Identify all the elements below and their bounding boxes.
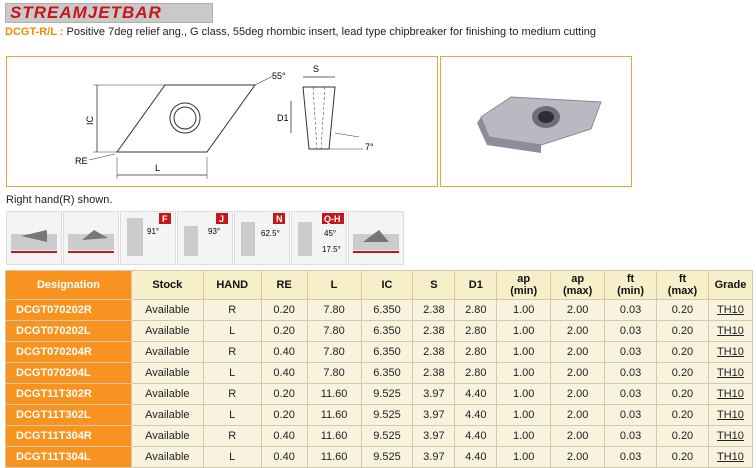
- table-cell: 11.60: [307, 384, 361, 405]
- grade-link-cell[interactable]: [708, 363, 752, 384]
- table-cell: R: [203, 342, 261, 363]
- table-cell: Available: [131, 447, 203, 468]
- application-icon-7: [348, 211, 404, 265]
- table-cell: 2.38: [413, 300, 455, 321]
- table-cell: 9.525: [361, 384, 413, 405]
- table-cell: Available: [131, 384, 203, 405]
- table-cell: 7.80: [307, 363, 361, 384]
- table-cell: 1.00: [497, 426, 551, 447]
- table-row: [6, 405, 753, 426]
- label-re: RE: [75, 156, 88, 166]
- grade-link-cell[interactable]: [708, 426, 752, 447]
- column-header: S: [413, 271, 455, 300]
- table-cell: L: [203, 363, 261, 384]
- insert-specs-table: [5, 270, 753, 468]
- table-cell: 11.60: [307, 405, 361, 426]
- table-cell: 9.525: [361, 426, 413, 447]
- column-header: ap (min): [497, 271, 551, 300]
- table-cell: R: [203, 300, 261, 321]
- table-cell: 3.97: [413, 447, 455, 468]
- grade-link-cell[interactable]: [708, 447, 752, 468]
- brand-logo: [5, 3, 213, 23]
- table-cell: 6.350: [361, 300, 413, 321]
- table-cell: 0.20: [657, 384, 709, 405]
- designation-cell: DCGT070204R: [6, 342, 132, 363]
- grade-link[interactable]: TH10: [717, 346, 744, 358]
- grade-link[interactable]: TH10: [717, 430, 744, 442]
- table-cell: 7.80: [307, 321, 361, 342]
- table-cell: 1.00: [497, 363, 551, 384]
- table-header-row: [6, 271, 753, 300]
- dimension-diagram: [6, 56, 438, 187]
- table-cell: 1.00: [497, 342, 551, 363]
- designation-cell: DCGT070202R: [6, 300, 132, 321]
- table-cell: R: [203, 426, 261, 447]
- table-cell: Available: [131, 321, 203, 342]
- angle-qh-2: 17.5°: [322, 245, 341, 254]
- table-cell: 2.00: [551, 426, 605, 447]
- product-code: DCGT-R/L :: [5, 26, 64, 38]
- column-header: Stock: [131, 271, 203, 300]
- table-cell: 7.80: [307, 342, 361, 363]
- label-d1: D1: [277, 113, 289, 123]
- column-header: D1: [455, 271, 497, 300]
- table-cell: 9.525: [361, 405, 413, 426]
- table-cell: 4.40: [455, 384, 497, 405]
- tag-j: J: [219, 214, 225, 224]
- grade-link-cell[interactable]: [708, 342, 752, 363]
- table-cell: 0.20: [261, 321, 307, 342]
- table-cell: 0.03: [605, 342, 657, 363]
- table-cell: 0.20: [657, 321, 709, 342]
- application-icon-qh: [291, 211, 347, 265]
- table-cell: 7.80: [307, 300, 361, 321]
- table-cell: 0.40: [261, 447, 307, 468]
- application-icon-f: [120, 211, 176, 265]
- tag-f: F: [162, 214, 168, 224]
- designation-cell: DCGT070202L: [6, 321, 132, 342]
- table-cell: 4.40: [455, 426, 497, 447]
- grade-link[interactable]: TH10: [717, 304, 744, 316]
- label-angle-top: 55°: [272, 71, 286, 81]
- application-icon-n: [234, 211, 290, 265]
- table-cell: L: [203, 321, 261, 342]
- grade-link[interactable]: TH10: [717, 325, 744, 337]
- table-cell: 1.00: [497, 300, 551, 321]
- table-cell: 2.00: [551, 321, 605, 342]
- table-cell: 3.97: [413, 384, 455, 405]
- table-cell: Available: [131, 363, 203, 384]
- description-text: Positive 7deg relief ang., G class, 55deg rhombic insert, lead type chipbreaker for finishing to medium cutting: [66, 26, 597, 38]
- table-row: [6, 426, 753, 447]
- angle-j: 93°: [208, 227, 221, 236]
- table-cell: 0.03: [605, 300, 657, 321]
- table-cell: 2.00: [551, 300, 605, 321]
- angle-n: 62.5°: [261, 229, 280, 238]
- table-cell: 2.38: [413, 321, 455, 342]
- designation-cell: DCGT11T304L: [6, 447, 132, 468]
- table-cell: 4.40: [455, 405, 497, 426]
- table-cell: 0.20: [657, 447, 709, 468]
- table-row: [6, 363, 753, 384]
- table-cell: 2.00: [551, 363, 605, 384]
- insert-drawing: [7, 57, 437, 186]
- column-header: Designation: [6, 271, 132, 300]
- designation-cell: DCGT11T302R: [6, 384, 132, 405]
- table-cell: 0.03: [605, 447, 657, 468]
- table-cell: 3.97: [413, 405, 455, 426]
- grade-link[interactable]: TH10: [717, 388, 744, 400]
- table-cell: 0.40: [261, 426, 307, 447]
- table-cell: 4.40: [455, 447, 497, 468]
- tag-qh: Q-H: [324, 214, 341, 224]
- column-header: HAND: [203, 271, 261, 300]
- table-cell: 0.03: [605, 321, 657, 342]
- table-cell: 0.03: [605, 363, 657, 384]
- grade-link[interactable]: TH10: [717, 367, 744, 379]
- logo-text: STREAMJETBAR: [10, 3, 162, 22]
- column-header: ap (max): [551, 271, 605, 300]
- table-cell: L: [203, 447, 261, 468]
- table-cell: 2.00: [551, 447, 605, 468]
- designation-cell: DCGT11T304R: [6, 426, 132, 447]
- application-icon-1: [6, 211, 62, 265]
- table-cell: 2.38: [413, 342, 455, 363]
- table-cell: Available: [131, 405, 203, 426]
- hand-note: Right hand(R) shown.: [6, 194, 113, 206]
- table-row: [6, 447, 753, 468]
- label-s: S: [313, 64, 320, 74]
- designation-cell: DCGT11T302L: [6, 405, 132, 426]
- table-cell: 0.20: [261, 300, 307, 321]
- label-ic: IC: [85, 116, 95, 125]
- application-icon-j: [177, 211, 233, 265]
- angle-f: 91°: [147, 227, 160, 236]
- table-cell: 0.20: [261, 405, 307, 426]
- product-description: [5, 26, 625, 39]
- table-cell: 2.38: [413, 363, 455, 384]
- insert-photo: [440, 56, 632, 187]
- application-icon-2: [63, 211, 119, 265]
- table-cell: 1.00: [497, 321, 551, 342]
- table-cell: 0.40: [261, 342, 307, 363]
- table-cell: Available: [131, 426, 203, 447]
- table-cell: 1.00: [497, 405, 551, 426]
- grade-link[interactable]: TH10: [717, 409, 744, 421]
- table-cell: Available: [131, 300, 203, 321]
- column-header: RE: [261, 271, 307, 300]
- table-cell: 6.350: [361, 342, 413, 363]
- table-cell: 1.00: [497, 384, 551, 405]
- table-cell: 0.03: [605, 384, 657, 405]
- table-cell: 0.20: [657, 363, 709, 384]
- table-cell: 0.03: [605, 405, 657, 426]
- table-cell: 11.60: [307, 426, 361, 447]
- grade-link-cell[interactable]: [708, 384, 752, 405]
- column-header: L: [307, 271, 361, 300]
- table-row: [6, 321, 753, 342]
- table-cell: 9.525: [361, 447, 413, 468]
- table-cell: 2.00: [551, 342, 605, 363]
- table-cell: 0.40: [261, 363, 307, 384]
- table-cell: 2.80: [455, 300, 497, 321]
- table-row: [6, 384, 753, 405]
- table-cell: 0.20: [657, 342, 709, 363]
- table-cell: 11.60: [307, 447, 361, 468]
- column-header: ft (min): [605, 271, 657, 300]
- designation-cell: DCGT070204L: [6, 363, 132, 384]
- table-cell: 0.20: [657, 405, 709, 426]
- table-row: [6, 342, 753, 363]
- table-cell: 0.20: [657, 300, 709, 321]
- table-cell: 0.20: [657, 426, 709, 447]
- grade-link[interactable]: TH10: [717, 451, 744, 463]
- grade-link-cell[interactable]: [708, 321, 752, 342]
- insert-photo-image: [441, 57, 631, 186]
- table-cell: 2.00: [551, 384, 605, 405]
- table-cell: 2.80: [455, 342, 497, 363]
- table-cell: 3.97: [413, 426, 455, 447]
- table-row: [6, 300, 753, 321]
- table-cell: 6.350: [361, 363, 413, 384]
- table-cell: 2.00: [551, 405, 605, 426]
- column-header: ft (max): [657, 271, 709, 300]
- table-cell: 0.03: [605, 426, 657, 447]
- table-cell: R: [203, 384, 261, 405]
- column-header: Grade: [708, 271, 752, 300]
- label-relief-angle: 7°: [365, 142, 374, 152]
- angle-qh-1: 45°: [324, 229, 337, 238]
- table-cell: 0.20: [261, 384, 307, 405]
- table-cell: 1.00: [497, 447, 551, 468]
- table-cell: 2.80: [455, 321, 497, 342]
- grade-link-cell[interactable]: [708, 300, 752, 321]
- table-cell: L: [203, 405, 261, 426]
- label-l: L: [155, 163, 161, 173]
- table-cell: Available: [131, 342, 203, 363]
- column-header: IC: [361, 271, 413, 300]
- table-cell: 2.80: [455, 363, 497, 384]
- grade-link-cell[interactable]: [708, 405, 752, 426]
- table-cell: 6.350: [361, 321, 413, 342]
- tag-n: N: [276, 214, 283, 224]
